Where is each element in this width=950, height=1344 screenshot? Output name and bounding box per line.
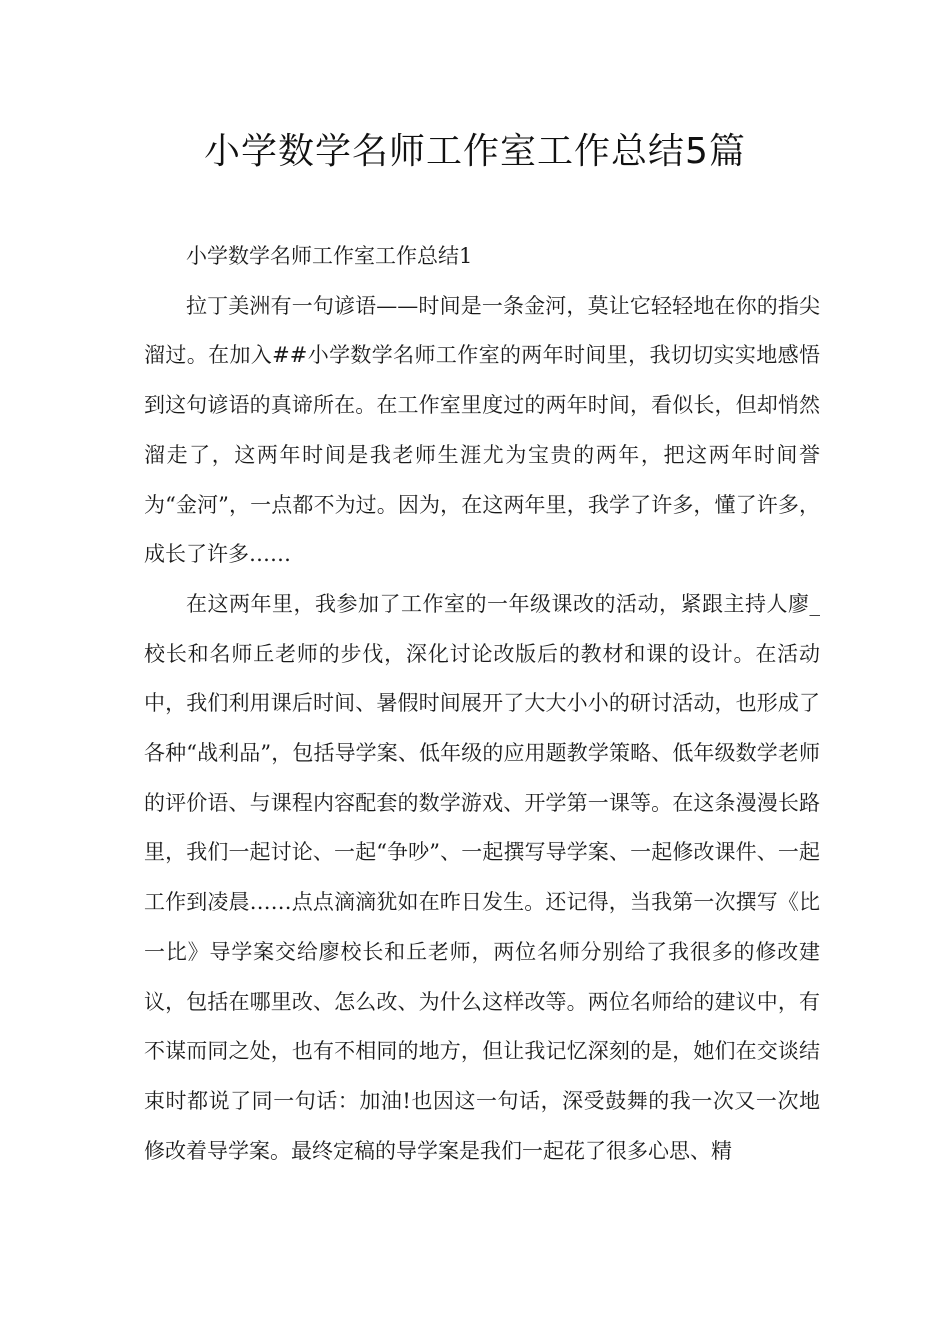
paragraph-2: 在这两年里，我参加了工作室的一年级课改的活动，紧跟主持人廖_校长和名师丘老师的步伐，深化讨论改版后的教材和课的设计。在活动中，我们利用课后时间、暑假时间展开了大大小小的研讨活动，也形成了各种“战利品”，包括导学案、低年级的应用题教学策略、低年级数学老师的评价语、与课程内容配套的数学游戏、开学第一课等。在这条漫漫长路里，我们一起讨论、一起“争吵”、一起撰写导学案、一起修改课件、一起工作到凌晨……点点滴滴犹如在昨日发生。还记得，当我第一次撰写《比一比》导学案交给廖校长和丘老师，两位名师分别给了我很多的修改建议，包括在哪里改、怎么改、为什么这样改等。两位名师给的建议中，有不谋而同之处，也有不相同的地方，但让我记忆深刻的是，她们在交谈结束时都说了同一句话：加油!也因这一句话，深受鼓舞的我一次又一次地修改着导学案。最终定稿的导学案是我们一起花了很多心思、精 <box>144 591 820 1163</box>
document-body <box>144 232 820 1176</box>
paragraph-1: 拉丁美洲有一句谚语——时间是一条金河，莫让它轻轻地在你的指尖溜过。在加入##小学数学名师工作室的两年时间里，我切切实实地感悟到这句谚语的真谛所在。在工作室里度过的两年时间，看似长，但却悄然溜走了，这两年时间是我老师生涯尤为宝贵的两年，把这两年时间誉为“金河”，一点都不为过。因为，在这两年里，我学了许多，懂了许多，成长了许多…… <box>144 293 820 567</box>
section-heading: 小学数学名师工作室工作总结1 <box>186 244 473 268</box>
document-title: 小学数学名师工作室工作总结5篇 <box>204 131 746 172</box>
